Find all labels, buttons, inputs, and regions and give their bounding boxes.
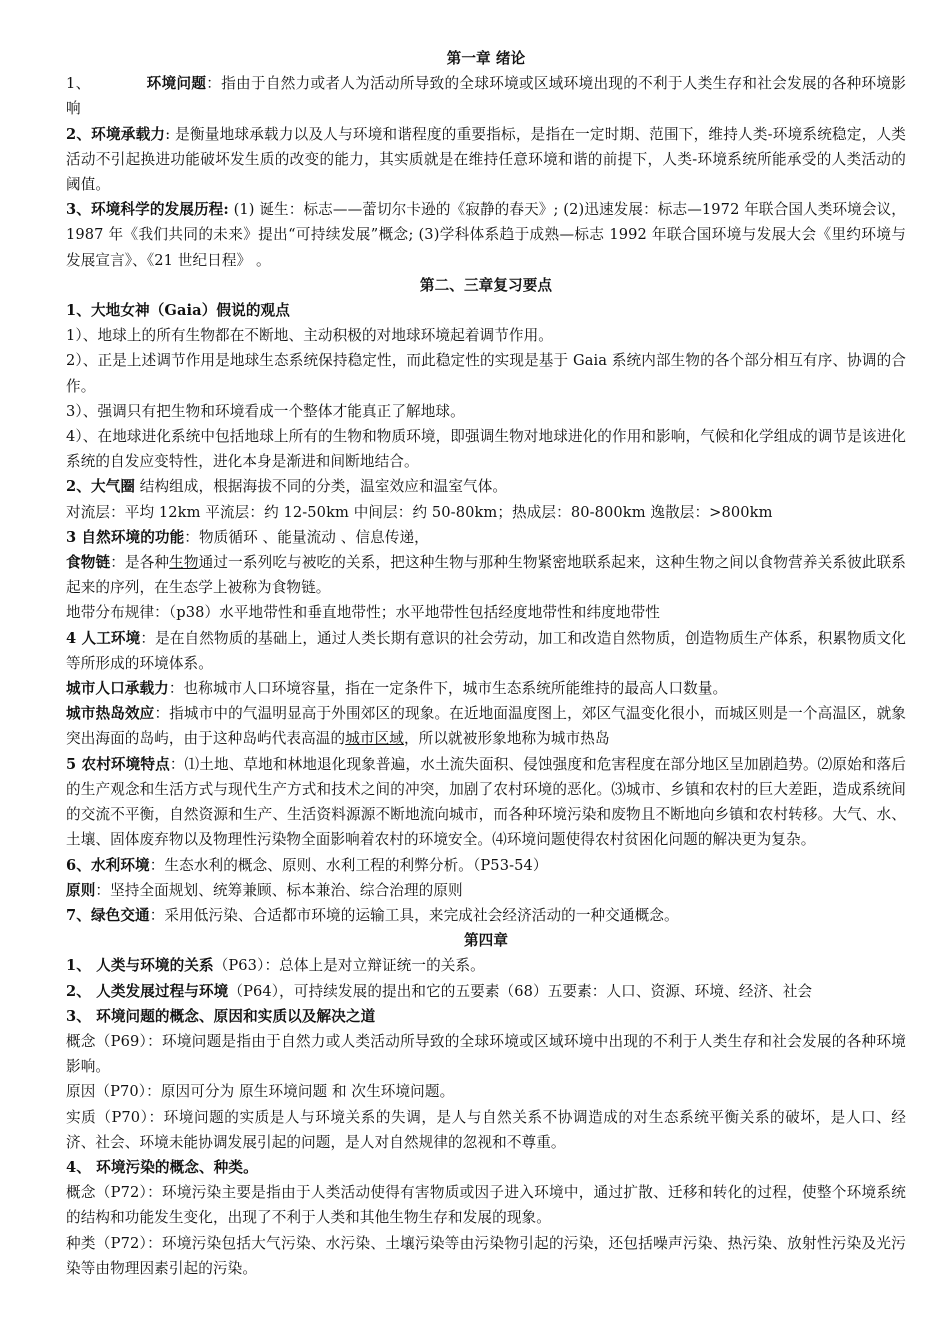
definition: 结构组成，根据海拔不同的分类，温室效应和温室气体。 bbox=[135, 478, 508, 496]
atmosphere-item bbox=[66, 474, 906, 499]
definition: ：指由于自然力或者人为活动所导致的全球环境或区域环境出现的不利于人类生存和社会发展的各种环境影响 bbox=[66, 75, 906, 118]
definition-start: ：是各种 bbox=[110, 554, 170, 572]
definition: ：也称城市人口环境容量，指在一定条件下，城市生态系统所能维持的最高人口数量。 bbox=[168, 680, 728, 698]
term: 3、环境科学的发展历程: bbox=[66, 201, 229, 219]
ch1-item-history bbox=[66, 197, 906, 273]
term: 2、大气圈 bbox=[66, 478, 136, 496]
problem-concept: 概念（P69）：环境问题是指由于自然力或人类活动所导致的全球环境或区域环境中出现的不利于人类生存和社会发展的各种环境影响。 bbox=[66, 1032, 906, 1076]
definition: ：坚持全面规划、统筹兼顾、标本兼治、综合治理的原则 bbox=[95, 881, 463, 899]
definition-end: ，所以就被形象地称为城市热岛 bbox=[403, 730, 610, 748]
term: 2、 人类发展过程与环境 bbox=[66, 982, 229, 1000]
gaia-point-1: 1）、地球上的所有生物都在不断地、主动积极的对地球环境起着调节作用。 bbox=[66, 327, 553, 345]
food-chain-item bbox=[66, 550, 906, 600]
definition: ：采用低污染、合适都市环境的运输工具，来完成社会经济活动的一种交通概念。 bbox=[149, 906, 679, 924]
gaia-point-4: 4）、在地球进化系统中包括地球上所有的生物和物质环境，即强调生物对地球进化的作用和影响，气候和化学组成的调节是该进化系统的自发应变特性，进化本身是渐进和间断地结合。 bbox=[66, 428, 906, 471]
term: 食物链 bbox=[66, 554, 111, 572]
definition: ：是在自然物质的基础上，通过人类长期有意识的社会劳动，加工和改造自然物质，创造物质生产体系，积累物质文化等所形成的环境体系。 bbox=[66, 629, 906, 672]
zonal-distribution: 地带分布规律：（p38）水平地带性和垂直地带性；水平地带性包括经度地带性和纬度地带性 bbox=[66, 604, 660, 622]
item-number: 1、 bbox=[66, 75, 91, 93]
urban-area-link[interactable]: 城市区域 bbox=[345, 730, 404, 748]
definition: （P63）：总体上是对立辩证统一的关系。 bbox=[213, 957, 485, 975]
gaia-heading: 1、大地女神（Gaia）假说的观点 bbox=[66, 302, 290, 320]
green-traffic-item bbox=[66, 903, 906, 928]
definition: : 是衡量地球承载力以及人与环境和谐程度的重要指标，是指在一定时期、范围下，维持人类-环境系统稳定，人类活动不引起换进功能破坏发生质的改变的能力，其实质就是在维持任意环境和谐的前提下，人类-环境系统所能承受的人类活动的阈值。 bbox=[66, 125, 906, 194]
pollution-heading: 4、 环境污染的概念、种类。 bbox=[66, 1158, 258, 1176]
problem-essence: 实质（P70）：环境问题的实质是人与环境关系的失调，是人与自然关系不协调造成的对生态系统平衡关系的破坏，是人口、经济、社会、环境未能协调发展引起的问题，是人对自然规律的忽视和不尊重。 bbox=[66, 1108, 906, 1151]
chapter-4-title: 第四章 bbox=[463, 932, 509, 950]
principle-item bbox=[66, 878, 906, 903]
term: 7、绿色交通 bbox=[66, 906, 150, 924]
ch1-item-carrying-capacity bbox=[66, 122, 906, 198]
term: 城市人口承载力 bbox=[66, 680, 169, 698]
ch1-item-environment-problem bbox=[66, 71, 906, 121]
environment-problem-heading: 3、 环境问题的概念、原因和实质以及解决之道 bbox=[66, 1007, 376, 1025]
definition: ：生态水利的概念、原则、水利工程的利弊分析。（P53-54） bbox=[149, 856, 548, 874]
water-environment-item bbox=[66, 853, 906, 878]
pollution-concept: 概念（P72）：环境污染主要是指由于人类活动使得有害物质或因子进入环境中，通过扩散、迁移和转化的过程，使整个环境系统的结构和功能发生变化，出现了不利于人类和其他生物生存和发展的现象。 bbox=[66, 1184, 906, 1227]
rural-environment-item bbox=[66, 752, 906, 853]
chapter-2-3-title: 第二、三章复习要点 bbox=[419, 276, 553, 294]
term: 原则 bbox=[66, 881, 96, 899]
human-development-item bbox=[66, 979, 906, 1004]
chapter-1-title: 第一章 绪论 bbox=[446, 50, 526, 67]
term: 城市热岛效应 bbox=[66, 705, 155, 723]
definition: （P64），可持续发展的提出和它的五要素（68）五要素：人口、资源、环境、经济、社会 bbox=[228, 982, 813, 1000]
term: 1、 人类与环境的关系 bbox=[66, 957, 214, 975]
human-environment-relation bbox=[66, 953, 906, 978]
urban-heat-island-item bbox=[66, 701, 906, 751]
term: 6、水利环境 bbox=[66, 856, 150, 874]
urban-capacity-item bbox=[66, 676, 906, 701]
definition-end: 通过一系列吃与被吃的关系，把这种生物与那种生物紧密地联系起来，这种生物之间以食物营养关系彼此联系起来的序列，在生态学上被称为食物链。 bbox=[66, 554, 906, 597]
definition: ：⑴土地、草地和林地退化现象普遍，水土流失面积、侵蚀强度和危害程度在部分地区呈加剧趋势。⑵原始和落后的生产观念和生活方式与现代生产方式和技术之间的冲突，加剧了农村环境的恶化。⑶城市、乡镇和农村的巨大差距，造成系统间的交流不平衡，自然资源和生产、生活资料源源不断地流向城市，而各种环境污染和废物且不断地向乡镇和农村转移。大气、水、土壤、固体废弃物以及物理性污染物全面影响着农村的环境安全。⑷环境问题使得农村贫困化问题的解决更为复杂。 bbox=[66, 755, 906, 849]
problem-cause: 原因（P70）：原因可分为 原生环境问题 和 次生环境问题。 bbox=[66, 1083, 455, 1101]
term: 环境问题 bbox=[146, 75, 207, 93]
natural-environment-function bbox=[66, 525, 906, 550]
definition: ：物质循环 、能量流动 、信息传递， bbox=[184, 528, 429, 546]
artificial-environment-item bbox=[66, 626, 906, 676]
definition: (1) 诞生：标志——蕾切尔卡逊的《寂静的春天》; (2)迅速发展：标志—1972 年联合国人类环境会议，1987 年《我们共同的未来》提出“可持续发展”概念; (3)学科体系趋于成熟—标志 1992 年联合国环境与发展大会《里约环境与发展宣言》、《21 世纪日程》 。 bbox=[66, 201, 906, 269]
gaia-point-3: 3）、强调只有把生物和环境看成一个整体才能真正了解地球。 bbox=[66, 402, 465, 420]
definition-start: ：指城市中的气温明显高于外围郊区的现象。在近地面温度图上，郊区气温变化很小，而城区则是一个高温区，就象突出海面的岛屿，由于这种岛屿代表高温的 bbox=[66, 705, 906, 748]
term: 5 农村环境特点 bbox=[66, 755, 170, 773]
pollution-types: 种类（P72）：环境污染包括大气污染、水污染、土壤污染等由污染物引起的污染，还包括噪声污染、热污染、放射性污染及光污染等由物理因素引起的污染。 bbox=[66, 1234, 906, 1277]
term: 4 人工环境 bbox=[66, 629, 141, 647]
atmosphere-layers: 对流层：平均 12km 平流层：约 12-50km 中间层：约 50-80km；热成层：80-800km 逸散层：>800km bbox=[66, 503, 773, 521]
term: 3 自然环境的功能 bbox=[66, 528, 185, 546]
gaia-point-2: 2）、正是上述调节作用是地球生态系统保持稳定性，而此稳定性的实现是基于 Gaia 系统内部生物的各个部分相互有序、协调的合作。 bbox=[66, 352, 906, 395]
organism-link[interactable]: 生物 bbox=[169, 554, 199, 572]
term: 2、环境承载力 bbox=[66, 125, 166, 143]
